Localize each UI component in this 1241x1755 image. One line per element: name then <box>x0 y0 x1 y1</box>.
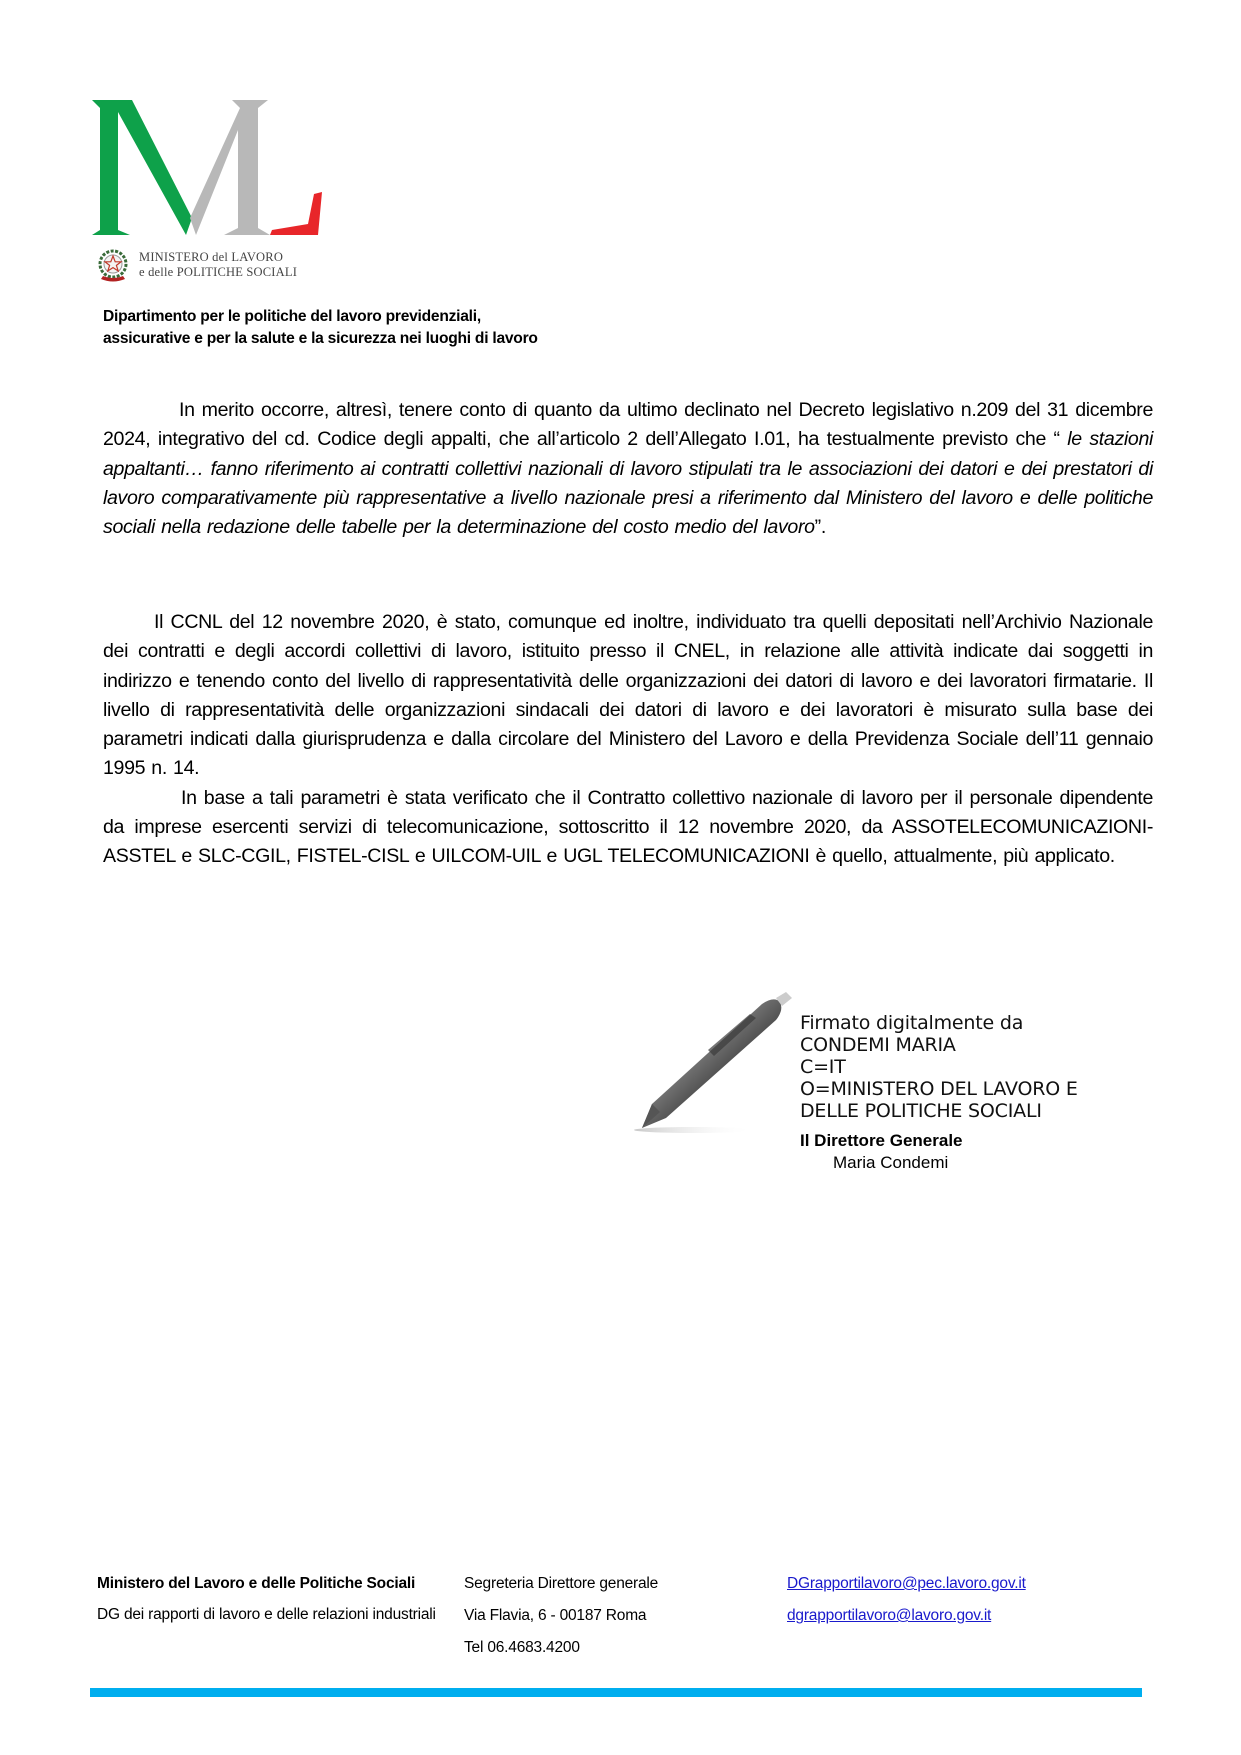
footer-secretariat <box>464 1568 658 1664</box>
footer-contacts <box>787 1568 1026 1632</box>
signature-line-3: C=IT <box>800 1056 846 1078</box>
footer-ministry <box>97 1568 437 1629</box>
signatory-block <box>800 1130 963 1174</box>
signature-line-4: O=MINISTERO DEL LAVORO E <box>800 1078 1078 1100</box>
department-heading <box>103 306 538 350</box>
ministry-name-line2: e delle POLITICHE SOCIALI <box>139 265 298 279</box>
footer-address: Via Flavia, 6 - 00187 Roma <box>464 1607 647 1624</box>
digital-signature-block <box>800 1012 1078 1122</box>
italian-republic-emblem-icon <box>93 246 133 286</box>
logo-green-stroke <box>92 100 192 235</box>
paragraph-1-quote: le stazioni appaltanti… fanno riferimento ai contratti collettivi nazionali di lavoro stipulati tra le associazioni dei datori e dei prestatori di lavoro comparativamente più rappresentative a livello nazionale presi a riferimento dal Ministero del lavoro e delle politiche sociali nella redazione delle tabelle per la determinazione del costo medio del lavoro <box>103 428 1153 539</box>
logo-red-stroke <box>270 192 322 235</box>
signature-line-5: DELLE POLITICHE SOCIALI <box>800 1100 1042 1122</box>
digital-signature-pen-icon <box>634 992 794 1142</box>
email-link[interactable]: dgrapportilavoro@lavoro.gov.it <box>787 1607 992 1624</box>
paragraph-3: In base a tali parametri è stata verificato che il Contratto collettivo nazionale di lavoro per il personale dipendente da imprese esercenti servizi di telecomunicazione, sottoscritto il 12 novembre 2020, da ASSOTELECOMUNICAZIONI-ASSTEL e SLC-CGIL, FISTEL-CISL e UILCOM-UIL e UGL TELECOMUNICAZIONI è quello, attualmente, più applicato. <box>103 786 1153 868</box>
paragraph-decreto <box>103 396 1153 542</box>
paragraph-1-closing: ”. <box>814 516 826 539</box>
footer-divider-bar <box>90 1688 1142 1697</box>
pec-email-link[interactable]: DGrapportilavoro@pec.lavoro.gov.it <box>787 1575 1026 1592</box>
footer-phone: Tel 06.4683.4200 <box>464 1639 580 1656</box>
paragraph-1-intro: In merito occorre, altresì, tenere conto di quanto da ultimo declinato nel Decreto legislativo n.209 del 31 dicembre 2024, integrativo del cd. Codice degli appalti, che all’articolo 2 dell’Allegato I.01, ha testualmente previsto che “ <box>103 399 1153 451</box>
logo-gray-stroke <box>190 100 270 235</box>
ministry-name-line1: MINISTERO del LAVORO <box>139 250 284 264</box>
footer-secretariat-title: Segreteria Direttore generale <box>464 1575 659 1592</box>
footer-dg-name: DG dei rapporti di lavoro e delle relazioni industriali <box>97 1606 436 1623</box>
department-line1: Dipartimento per le politiche del lavoro previdenziali, <box>103 308 481 325</box>
signature-line-1: Firmato digitalmente da <box>800 1012 1024 1034</box>
ministry-logo <box>92 100 322 240</box>
footer-ministry-title: Ministero del Lavoro e delle Politiche Sociali <box>97 1575 416 1592</box>
signatory-name: Maria Condemi <box>833 1153 949 1172</box>
ministry-name <box>139 250 297 280</box>
paragraph-1 <box>103 396 1153 542</box>
department-line2: assicurative e per la salute e la sicurezza nei luoghi di lavoro <box>103 330 538 347</box>
paragraph-2: Il CCNL del 12 novembre 2020, è stato, comunque ed inoltre, individuato tra quelli depositati nell’Archivio Nazionale dei contratti e degli accordi collettivi di lavoro, istituito presso il CNEL, in relazione alle attività indicate dai soggetti in indirizzo e tenendo conto del livello di rappresentatività delle organizzazioni dei datori di lavoro e dei lavoratori firmatarie. Il livello di rappresentatività delle organizzazioni sindacali dei datori di lavoro e dei lavoratori è misurato sulla base dei parametri indicati dalla giurisprudenza e dalla circolare del Ministero del Lavoro e della Previdenza Sociale dell’11 gennaio 1995 n. 14. <box>103 611 1153 780</box>
signature-line-2: CONDEMI MARIA <box>800 1034 956 1056</box>
signatory-role: Il Direttore Generale <box>800 1131 963 1150</box>
paragraph-ccnl <box>103 608 1153 872</box>
